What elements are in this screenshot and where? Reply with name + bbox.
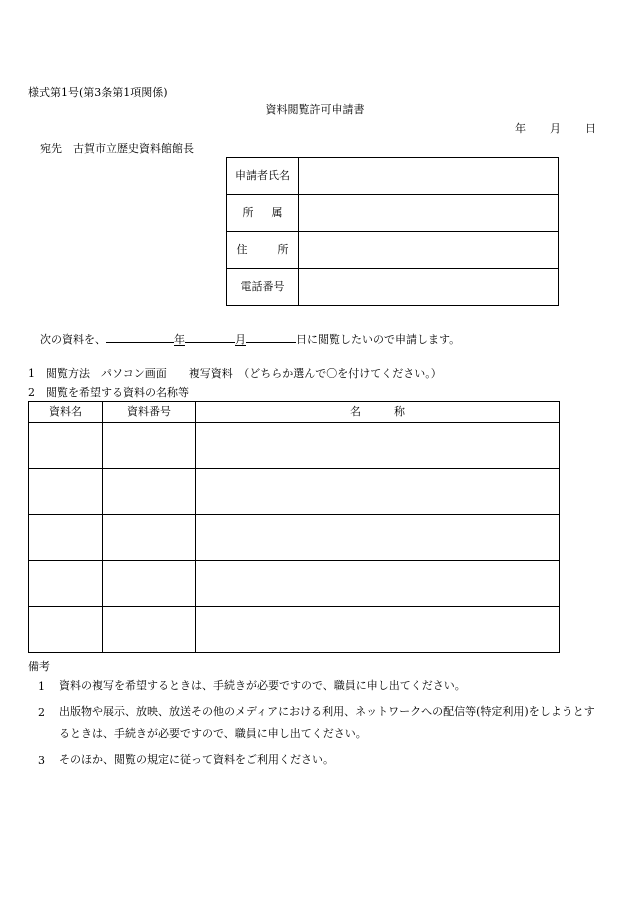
phone-field[interactable] xyxy=(299,269,559,306)
address-field[interactable] xyxy=(299,232,559,269)
viewing-method: 1 閲覧方法 パソコン画面 複写資料 （どちらか選んで〇を付けてください。） xyxy=(28,367,442,380)
document-number-cell[interactable] xyxy=(103,515,196,561)
affiliation-char-2: 属 xyxy=(271,206,283,220)
applicant-name-label: 申請者氏名 xyxy=(227,158,299,195)
month-blank[interactable] xyxy=(185,330,235,343)
document-name-cell[interactable] xyxy=(29,423,103,469)
note-number: 2 xyxy=(38,706,45,719)
document-name-cell[interactable] xyxy=(29,561,103,607)
title-cell[interactable] xyxy=(196,423,560,469)
phone-label: 電話番号 xyxy=(227,269,299,306)
title-cell[interactable] xyxy=(196,561,560,607)
note-text: そのほか、閲覧の規定に従って資料をご利用ください。 xyxy=(59,753,334,766)
affiliation-label xyxy=(227,195,299,232)
date-line xyxy=(515,122,596,135)
day-blank[interactable] xyxy=(246,330,296,343)
notes-heading: 備考 xyxy=(28,660,50,673)
note-number: 1 xyxy=(38,680,45,693)
table-row xyxy=(227,232,559,269)
document-number-cell[interactable] xyxy=(103,469,196,515)
table-row xyxy=(227,269,559,306)
note-text: 出版物や展示、放映、放送その他のメディアにおける利用、ネットワークへの配信等(特定利用)をしようとするときは、手続きが必要ですので、職員に申し出てください。 xyxy=(59,705,595,740)
request-statement xyxy=(40,330,460,346)
document-name-cell[interactable] xyxy=(29,469,103,515)
table-header-row xyxy=(29,402,560,423)
document-name-cell[interactable] xyxy=(29,515,103,561)
addressee: 宛先 古賀市立歴史資料館館長 xyxy=(40,142,194,155)
table-row xyxy=(227,158,559,195)
affiliation-field[interactable] xyxy=(299,195,559,232)
document-name-cell[interactable] xyxy=(29,607,103,653)
title-cell[interactable] xyxy=(196,469,560,515)
applicant-name-field[interactable] xyxy=(299,158,559,195)
documents-table xyxy=(28,401,560,653)
notes-list xyxy=(38,680,598,780)
address-label xyxy=(227,232,299,269)
request-suffix: 日に閲覧したいので申請します。 xyxy=(296,333,461,346)
request-month: 月 xyxy=(235,333,246,346)
affiliation-char-1: 所 xyxy=(242,206,254,220)
page-title: 資料閲覧許可申請書 xyxy=(265,103,365,116)
note-item xyxy=(38,706,598,745)
document-number-cell[interactable] xyxy=(103,423,196,469)
date-month: 月 xyxy=(550,122,561,135)
year-blank[interactable] xyxy=(106,330,174,343)
request-year: 年 xyxy=(174,333,185,346)
note-text: 資料の複写を希望するときは、手続きが必要ですので、職員に申し出てください。 xyxy=(59,679,466,692)
col-document-number: 資料番号 xyxy=(103,402,196,423)
table-row xyxy=(29,561,560,607)
table-row xyxy=(29,515,560,561)
form-reference: 様式第1号(第3条第1項関係) xyxy=(28,86,168,99)
address-char-1: 住 xyxy=(236,243,248,257)
note-item xyxy=(38,754,598,771)
col-title: 名 称 xyxy=(196,402,560,423)
title-cell[interactable] xyxy=(196,515,560,561)
request-prefix: 次の資料を、 xyxy=(40,333,106,346)
date-year: 年 xyxy=(515,122,526,135)
date-day: 日 xyxy=(585,122,596,135)
table-row xyxy=(29,423,560,469)
note-item xyxy=(38,680,598,697)
table-row xyxy=(29,469,560,515)
address-char-2: 所 xyxy=(277,243,289,257)
documents-body xyxy=(29,423,560,653)
table-row xyxy=(29,607,560,653)
note-number: 3 xyxy=(38,754,45,767)
document-number-cell[interactable] xyxy=(103,607,196,653)
title-cell[interactable] xyxy=(196,607,560,653)
documents-heading: 2 閲覧を希望する資料の名称等 xyxy=(28,386,189,399)
document-number-cell[interactable] xyxy=(103,561,196,607)
col-document-name: 資料名 xyxy=(29,402,103,423)
applicant-table xyxy=(226,157,559,306)
table-row xyxy=(227,195,559,232)
